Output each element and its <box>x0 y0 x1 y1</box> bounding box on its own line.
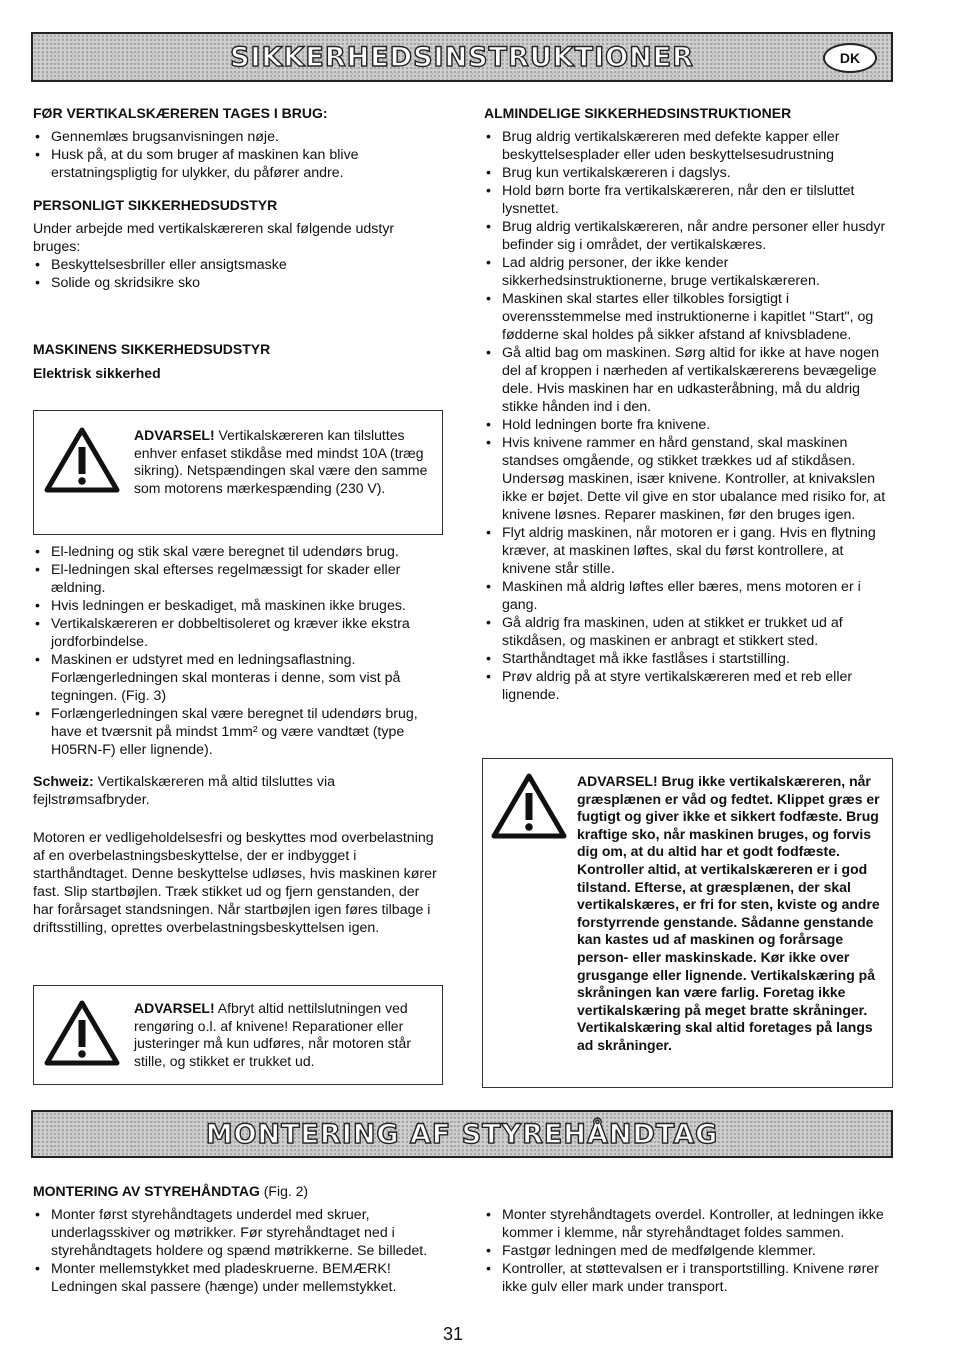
warning-triangle-icon <box>44 1000 120 1066</box>
montering-left-column <box>33 1182 443 1310</box>
montering-list-left <box>33 1206 443 1296</box>
section-banner <box>31 1110 893 1158</box>
warning-label: ADVARSEL! <box>134 427 215 443</box>
motor-paragraph: Motoren er vedligeholdelsesfri og beskyttes mod overbelastning af en overbelastningsbeskyttelse, der er indbygget i starthåndtaget. Denne beskyttelse udløses, hvis maskinen kører fast. Slip startbøjlen. Træk stikket ud og fjern genstanden, der har forårsaget standsningen. Når startbøjlen igen føres tilbage i driftsstilling, oprettes overbelastningsbeskyttelsen igen. <box>33 830 437 936</box>
list-item: • Brug aldrig vertikalskæreren, når andre personer eller husdyr befinder sig i området, der vertikalskæres. <box>484 218 894 254</box>
general-safety-list <box>484 128 894 704</box>
left-column-lower <box>33 543 443 951</box>
list-item: • Flyt aldrig maskinen, når motoren er i gang. Hvis en flytning kræver, at maskinen løftes, skal du først kontrollere, at knivene står stille. <box>484 524 894 578</box>
list-item: • Starthåndtaget må ikke fastlåses i startstilling. <box>484 650 894 668</box>
list-item: • Fastgør ledningen med de medfølgende klemmer. <box>484 1242 894 1260</box>
section-title-personal-equipment: PERSONLIGT SIKKERHEDSUDSTYR <box>33 197 278 213</box>
warning-body: Afbryt altid nettilslutningen ved rengøring o.l. af knivene! Reparationer eller justeringer må kun udføres, når motoren står stille, og stikket er trukket ud. <box>134 1000 412 1069</box>
warning-label: ADVARSEL! <box>577 773 658 789</box>
page-number: 31 <box>443 1324 464 1344</box>
list-item: • Brug aldrig vertikalskæreren med defekte kapper eller beskyttelsesplader eller uden beskyttelsesudrustning <box>484 128 894 164</box>
montering-title <box>33 1182 443 1200</box>
left-column <box>33 104 443 392</box>
montering-right-column <box>484 1206 894 1310</box>
list-item: • Prøv aldrig på at styre vertikalskæreren med et reb eller lignende. <box>484 668 894 704</box>
warning-triangle-icon <box>44 427 120 493</box>
warning-box-electrical <box>33 410 443 535</box>
section-title-general-safety: ALMINDELIGE SIKKERHEDSINSTRUKTIONER <box>484 105 792 121</box>
list-item: • Hvis ledningen er beskadiget, må maskinen ikke bruges. <box>33 597 443 615</box>
list-item: • Hold ledningen borte fra knivene. <box>484 416 894 434</box>
schweiz-note <box>33 773 443 809</box>
header-banner-title: SIKKERHEDSINSTRUKTIONER <box>230 41 694 73</box>
list-item: • Maskinen må aldrig løftes eller bæres, mens motoren er i gang. <box>484 578 894 614</box>
warning-body: Brug ikke vertikalskæreren, når græsplænen er våd og fedtet. Klippet græs er fugtigt og giver ikke et sikkert fodfæste. Brug kraftige sko, når maskinen bruges, og forvis dig om, at du altid har et godt fodfæste. Kontroller altid, at vertikalskæreren er i god tilstand. Efterse, at græsplænen, der skal vertikalskæres, er fri for sten, kviste og andre forstyrrende genstande. Sådanne genstande kan kastes ud af maskinen og forårsage person- eller maskinskade. Kør ikke over grusgange eller lignende. Vertikalskæring på skråningen kan være farlig. Foretag ikke vertikalskæring på meget bratte skråninger. Vertikalskæring skal altid foretages på langs ad skråninger. <box>577 773 880 1053</box>
before-use-list <box>33 128 443 182</box>
list-item: • Hvis knivene rammer en hård genstand, skal maskinen standses omgående, og stikket trækkes ud af stikdåsen. Undersøg maskinen, især knivene. Kontroller, at knivakslen ikke er bøjet. Dette vil give en stor ubalance med risiko for, at knivene løsnes. Reparer maskinen, før den bruges igen. <box>484 434 894 524</box>
personal-equipment-intro: Under arbejde med vertikalskæreren skal følgende udstyr bruges: <box>33 221 395 255</box>
list-item: • Gennemlæs brugsanvisningen nøje. <box>33 128 443 146</box>
list-item: • Monter mellemstykket med pladeskruerne. BEMÆRK! Ledningen skal passere (hænge) under mellemstykket. <box>33 1260 443 1296</box>
list-item: • El-ledningen skal efterses regelmæssigt for skader eller ældning. <box>33 561 443 597</box>
electrical-safety-list <box>33 543 443 759</box>
list-item: • El-ledning og stik skal være beregnet til udendørs brug. <box>33 543 443 561</box>
list-item: • Monter først styrehåndtagets underdel med skruer, underlagsskiver og møtrikker. Før styrehåndtaget ned i styrehåndtagets holdere og spænd møtrikkerne. Se billedet. <box>33 1206 443 1260</box>
warning-box-cleaning <box>33 985 443 1085</box>
header-banner <box>31 32 893 82</box>
right-column <box>484 104 894 718</box>
section-title-before-use: FØR VERTIKALSKÆREREN TAGES I BRUG: <box>33 105 328 121</box>
list-item: • Vertikalskæreren er dobbeltisoleret og kræver ikke ekstra jordforbindelse. <box>33 615 443 651</box>
schweiz-label: Schweiz: <box>33 774 94 790</box>
subtitle-electrical-safety: Elektrisk sikkerhed <box>33 365 161 381</box>
list-item: • Beskyttelsesbriller eller ansigtsmaske <box>33 256 443 274</box>
warning-text <box>134 1000 428 1078</box>
list-item: • Gå aldrig fra maskinen, uden at stikket er trukket ud af stikdåsen, og maskinen er anbragt et stikkert sted. <box>484 614 894 650</box>
warning-body: Vertikalskæreren kan tilsluttes enhver enfaset stikdåse med mindst 10A (træg sikring). Netspændingen skal være den samme som motorens mærkespænding (230 V). <box>134 427 428 496</box>
list-item: • Forlængerledningen skal være beregnet til udendørs brug, have et tværsnit på mindst 1mm² og være vandtæt (type H05RN-F) eller lignende). <box>33 705 443 759</box>
list-item: • Hold børn borte fra vertikalskæreren, når den er tilsluttet lysnettet. <box>484 182 894 218</box>
schweiz-text: Vertikalskæreren må altid tilsluttes via fejlstrømsafbryder. <box>33 774 335 808</box>
montering-title-text: MONTERING AV STYREHÅNDTAG <box>33 1183 260 1199</box>
warning-box-wet-lawn <box>482 758 893 1088</box>
list-item: • Brug kun vertikalskæreren i dagslys. <box>484 164 894 182</box>
country-badge: DK <box>823 43 877 73</box>
list-item: • Kontroller, at støttevalsen er i transportstilling. Knivene rører ikke gulv eller mark under transport. <box>484 1260 894 1296</box>
list-item: • Husk på, at du som bruger af maskinen kan blive erstatningspligtig for ulykker, du påfører andre. <box>33 146 443 182</box>
list-item: • Maskinen skal startes eller tilkobles forsigtigt i overensstemmelse med instruktionerne i kapitlet "Start", og fødderne skal holdes på sikker afstand af knivsbladene. <box>484 290 894 344</box>
warning-text <box>577 773 880 1081</box>
list-item: • Monter styrehåndtagets overdel. Kontroller, at ledningen ikke kommer i klemme, når styrehåndtaget foldes sammen. <box>484 1206 894 1242</box>
section-title-machine-safety: MASKINENS SIKKERHEDSUDSTYR <box>33 341 271 357</box>
warning-text <box>134 427 428 526</box>
list-item: • Lad aldrig personer, der ikke kender sikkerhedsinstruktionerne, bruge vertikalskæreren. <box>484 254 894 290</box>
personal-equipment-list <box>33 256 443 292</box>
montering-title-suffix: (Fig. 2) <box>259 1183 309 1199</box>
warning-label: ADVARSEL! <box>134 1000 215 1016</box>
list-item: • Gå altid bag om maskinen. Sørg altid for ikke at have nogen del af kroppen i nærheden af vertikalskærerens bevægelige dele. Hvis maskinen har en udkasteråbning, må du aldrig stikke hånden ind i den. <box>484 344 894 416</box>
montering-list-right <box>484 1206 894 1296</box>
list-item: • Solide og skridsikre sko <box>33 274 443 292</box>
list-item: • Maskinen er udstyret med en ledningsaflastning. Forlængerledningen skal monteras i denne, som vist på tegningen. (Fig. 3) <box>33 651 443 705</box>
section-banner-title: MONTERING AF STYREHÅNDTAG <box>205 1118 719 1150</box>
warning-triangle-icon <box>491 773 567 839</box>
